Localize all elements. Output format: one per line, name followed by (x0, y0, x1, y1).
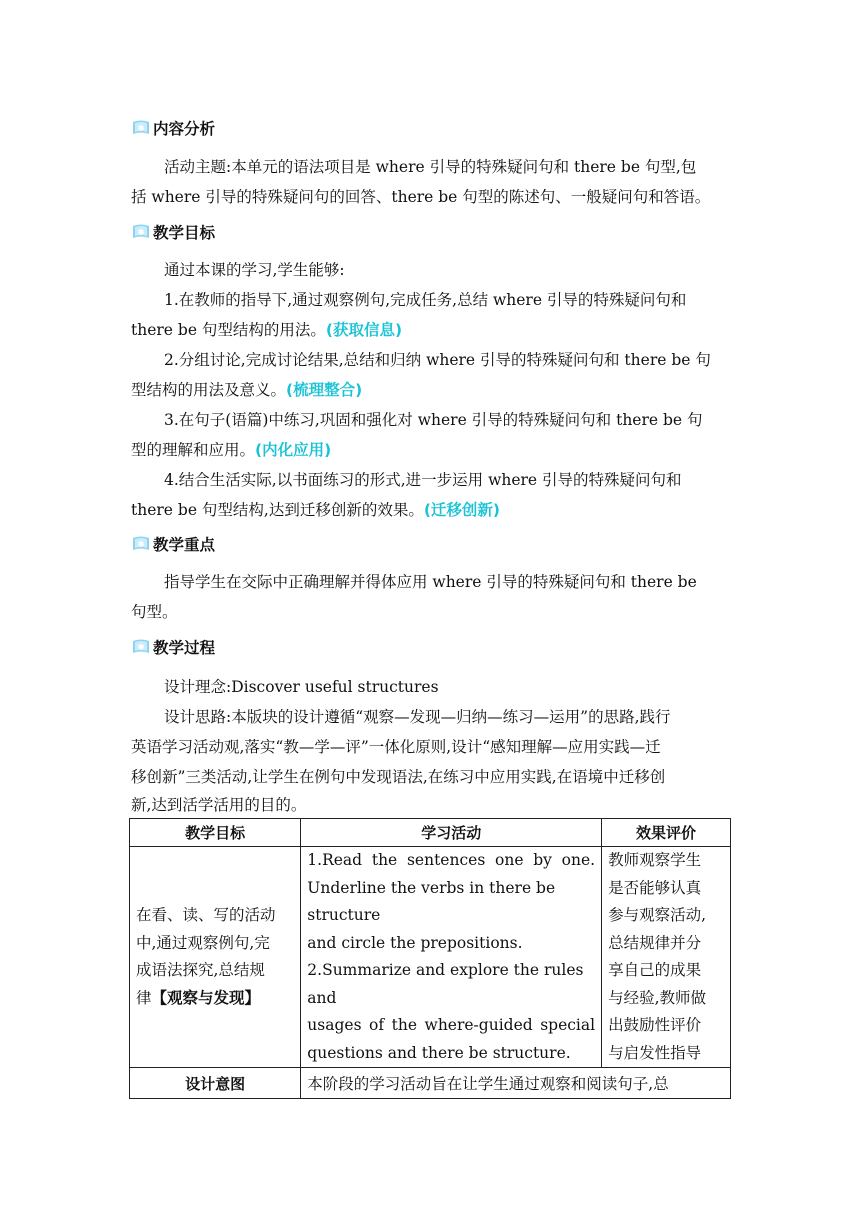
design-idea-line: 英语学习活动观,落实“教—学—评”一体化原则,设计“感知理解—应用实践—迁 (131, 738, 661, 756)
table-header-row (130, 819, 731, 847)
objective-line: 型结构的用法及意义。 (131, 381, 287, 399)
objectives-intro: 通过本课的学习,学生能够: (164, 261, 345, 279)
content-analysis-text (131, 152, 731, 212)
header-activity: 学习活动 (301, 819, 602, 847)
activity-line: Underline the verbs in there be structure (307, 878, 556, 924)
goal-line: 中,通过观察例句,完 (136, 933, 270, 952)
objectives-text (131, 255, 731, 525)
svg-text:✱: ✱ (137, 643, 145, 653)
objective-tag: (内化应用) (255, 441, 332, 459)
text-line: 句型。 (131, 603, 178, 621)
activity-line: usages of the where-guided special (307, 1016, 596, 1034)
design-intent-text: 本阶段的学习活动旨在让学生通过观察和阅读句子,总 (301, 1068, 731, 1099)
objective-line: 3.在句子(语篇)中练习,巩固和强化对 where 引导的特殊疑问句和 there be 句 (164, 411, 703, 429)
eval-line: 与启发性指导 (608, 1043, 702, 1062)
design-idea-line: 移创新”三类活动,让学生在例句中发现语法,在练习中应用实践,在语境中迁移创 (131, 768, 666, 786)
objective-tag: (迁移创新) (423, 501, 501, 519)
objective-line: 1.在教师的指导下,通过观察例句,完成任务,总结 where 引导的特殊疑问句和 (164, 291, 687, 309)
table-row (130, 1068, 731, 1099)
activity-line: questions and there be structure. (307, 1043, 571, 1062)
activity-line: 2.Summarize and explore the rules and (307, 961, 584, 1007)
process-text (131, 672, 731, 818)
objective-tag: (获取信息) (325, 321, 403, 339)
section-heading-content-analysis (131, 117, 215, 139)
section-bullet-icon (131, 535, 151, 553)
section-title: 内容分析 (153, 120, 216, 138)
design-idea-line: 新,达到活学活用的目的。 (131, 796, 307, 814)
section-heading-objectives (131, 221, 215, 243)
eval-line: 享自己的成果 (608, 961, 702, 979)
eval-line: 参与观察活动, (608, 906, 707, 924)
eval-line: 与经验,教师做 (608, 988, 707, 1007)
section-title: 教学重点 (153, 536, 216, 554)
objective-line: there be 句型结构的用法。 (131, 321, 326, 339)
section-bullet-icon (131, 119, 151, 137)
section-bullet-icon (131, 638, 151, 656)
goal-cell (130, 847, 301, 1068)
activity-table (129, 818, 731, 1099)
text-line: 活动主题:本单元的语法项目是 where 引导的特殊疑问句和 there be 句型,包 (164, 158, 697, 176)
activity-line: and circle the prepositions. (307, 933, 523, 952)
objective-line: 2.分组讨论,完成讨论结果,总结和归纳 where 引导的特殊疑问句和 there be 句 (164, 351, 711, 369)
header-evaluation: 效果评价 (602, 819, 731, 847)
table-row (130, 847, 731, 1068)
eval-line: 是否能够认真 (608, 878, 702, 897)
goal-line: 律 (136, 988, 152, 1007)
eval-line: 教师观察学生 (608, 851, 702, 869)
eval-line: 总结规律并分 (608, 933, 702, 952)
svg-text:✱: ✱ (137, 228, 145, 238)
section-title: 教学过程 (153, 639, 216, 657)
objective-tag: (梳理整合) (286, 381, 363, 399)
section-heading-key-points (131, 533, 215, 555)
eval-line: 出鼓励性评价 (608, 1016, 702, 1034)
activity-cell (301, 847, 602, 1068)
objective-line: 型的理解和应用。 (131, 441, 256, 459)
header-goal: 教学目标 (130, 819, 301, 847)
text-line: 括 where 引导的特殊疑问句的回答、there be 句型的陈述句、一般疑问句和答语。 (131, 188, 711, 206)
evaluation-cell (602, 847, 731, 1068)
activity-line: 1.Read the sentences one by one. (307, 851, 596, 869)
goal-line: 成语法探究,总结规 (136, 961, 265, 979)
goal-tag: 【观察与发现】 (151, 988, 261, 1007)
section-title: 教学目标 (153, 224, 216, 242)
key-points-text (131, 567, 731, 627)
section-bullet-icon (131, 223, 151, 241)
svg-text:✱: ✱ (137, 124, 145, 134)
objective-line: 4.结合生活实际,以书面练习的形式,进一步运用 where 引导的特殊疑问句和 (164, 471, 682, 489)
design-idea-line: 设计思路:本版块的设计遵循“观察—发现—归纳—练习—运用”的思路,践行 (164, 708, 671, 726)
text-line: 指导学生在交际中正确理解并得体应用 where 引导的特殊疑问句和 there be (164, 573, 697, 591)
section-heading-process (131, 636, 215, 658)
goal-line: 在看、读、写的活动 (136, 906, 276, 924)
svg-text:✱: ✱ (137, 540, 145, 550)
design-intent-label: 设计意图 (130, 1068, 301, 1099)
design-concept: 设计理念:Discover useful structures (164, 678, 439, 696)
objective-line: there be 句型结构,达到迁移创新的效果。 (131, 501, 424, 519)
